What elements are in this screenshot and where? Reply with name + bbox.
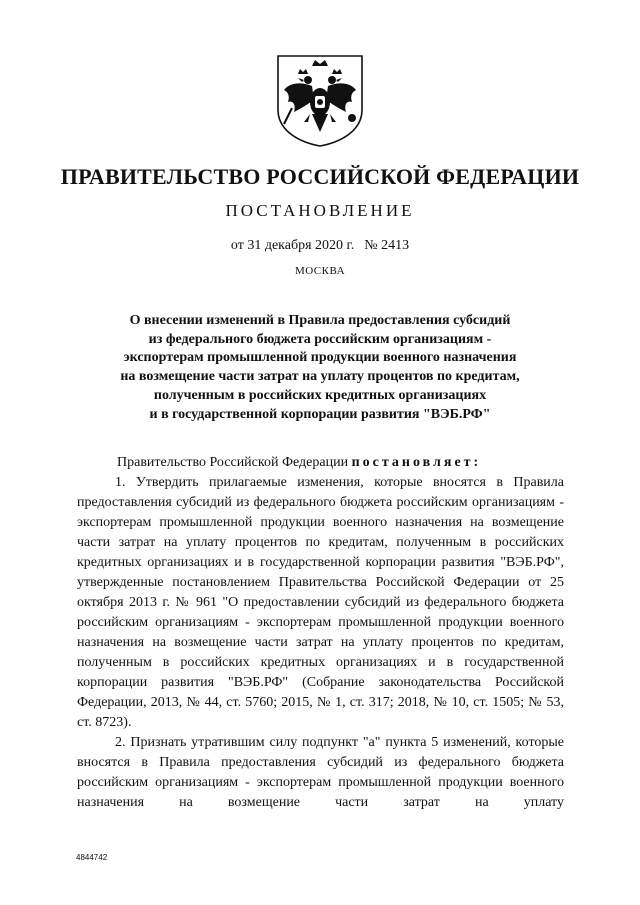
paragraph-1: 1. Утвердить прилагаемые изменения, которые вносятся в Правила предоставления субсидий из федерального бюджета российским организациям - экспортерам промышленной продукции военного назначения на возмещение части затрат на уплату процентов по кредитам, полученным в российских кредитных организациях и в государственной корпорации развития "ВЭБ.РФ", утвержденные постановлением Правительства Российской Федерации от 25 октября 2013 г. № 961 "О предоставлении субсидий из федерального бюджета российским организациям - экспортерам промышленной продукции военного назначения на возмещение части затрат на уплату процентов по кредитам, полученным в российских кредитных организациях и в государственной корпорации развития "ВЭБ.РФ" (Собрание законодательства Российской Федерации, 2013, № 44, ст. 5760; 2015, № 1, ст. 317; 2018, № 10, ст. 1505; № 53, ст. 8723).: [77, 475, 564, 730]
intro-decrees: постановляет:: [351, 455, 482, 470]
subject-line: и в государственной корпорации развития "ВЭБ.РФ": [149, 406, 491, 422]
subject-line: полученным в российских кредитных организациях: [153, 387, 487, 403]
subject-line: экспортерам промышленной продукции военного назначения: [123, 350, 517, 366]
paragraph-2: 2. Признать утратившим силу подпункт "а" пункта 5 изменений, которые вносятся в Правила предоставления субсидий из федерального бюджета российским организациям - экспортерам промышленной продукции военного назначения на возмещение части затрат на уплату: [77, 735, 564, 810]
intro-lead: Правительство Российской Федерации: [117, 455, 349, 470]
document-id: 4844742: [76, 853, 108, 862]
intro-paragraph: [77, 453, 564, 473]
decree-city: МОСКВА: [294, 265, 346, 277]
decree-date: от 31 декабря 2020 г.: [230, 238, 355, 253]
emblem-icon: [272, 52, 368, 148]
decree-type: ПОСТАНОВЛЕНИЕ: [225, 201, 415, 220]
subject-line: О внесении изменений в Правила предоставления субсидий: [129, 313, 511, 328]
decree-number: № 2413: [364, 238, 410, 253]
decree-body: [77, 453, 564, 813]
decree-subject: [70, 312, 570, 424]
decree-date-line: [0, 238, 640, 254]
government-title: ПРАВИТЕЛЬСТВО РОССИЙСКОЙ ФЕДЕРАЦИИ: [60, 164, 580, 189]
subject-line: на возмещение части затрат на уплату процентов по кредитам,: [120, 369, 520, 385]
subject-line: из федерального бюджета российским организациям -: [148, 331, 492, 347]
